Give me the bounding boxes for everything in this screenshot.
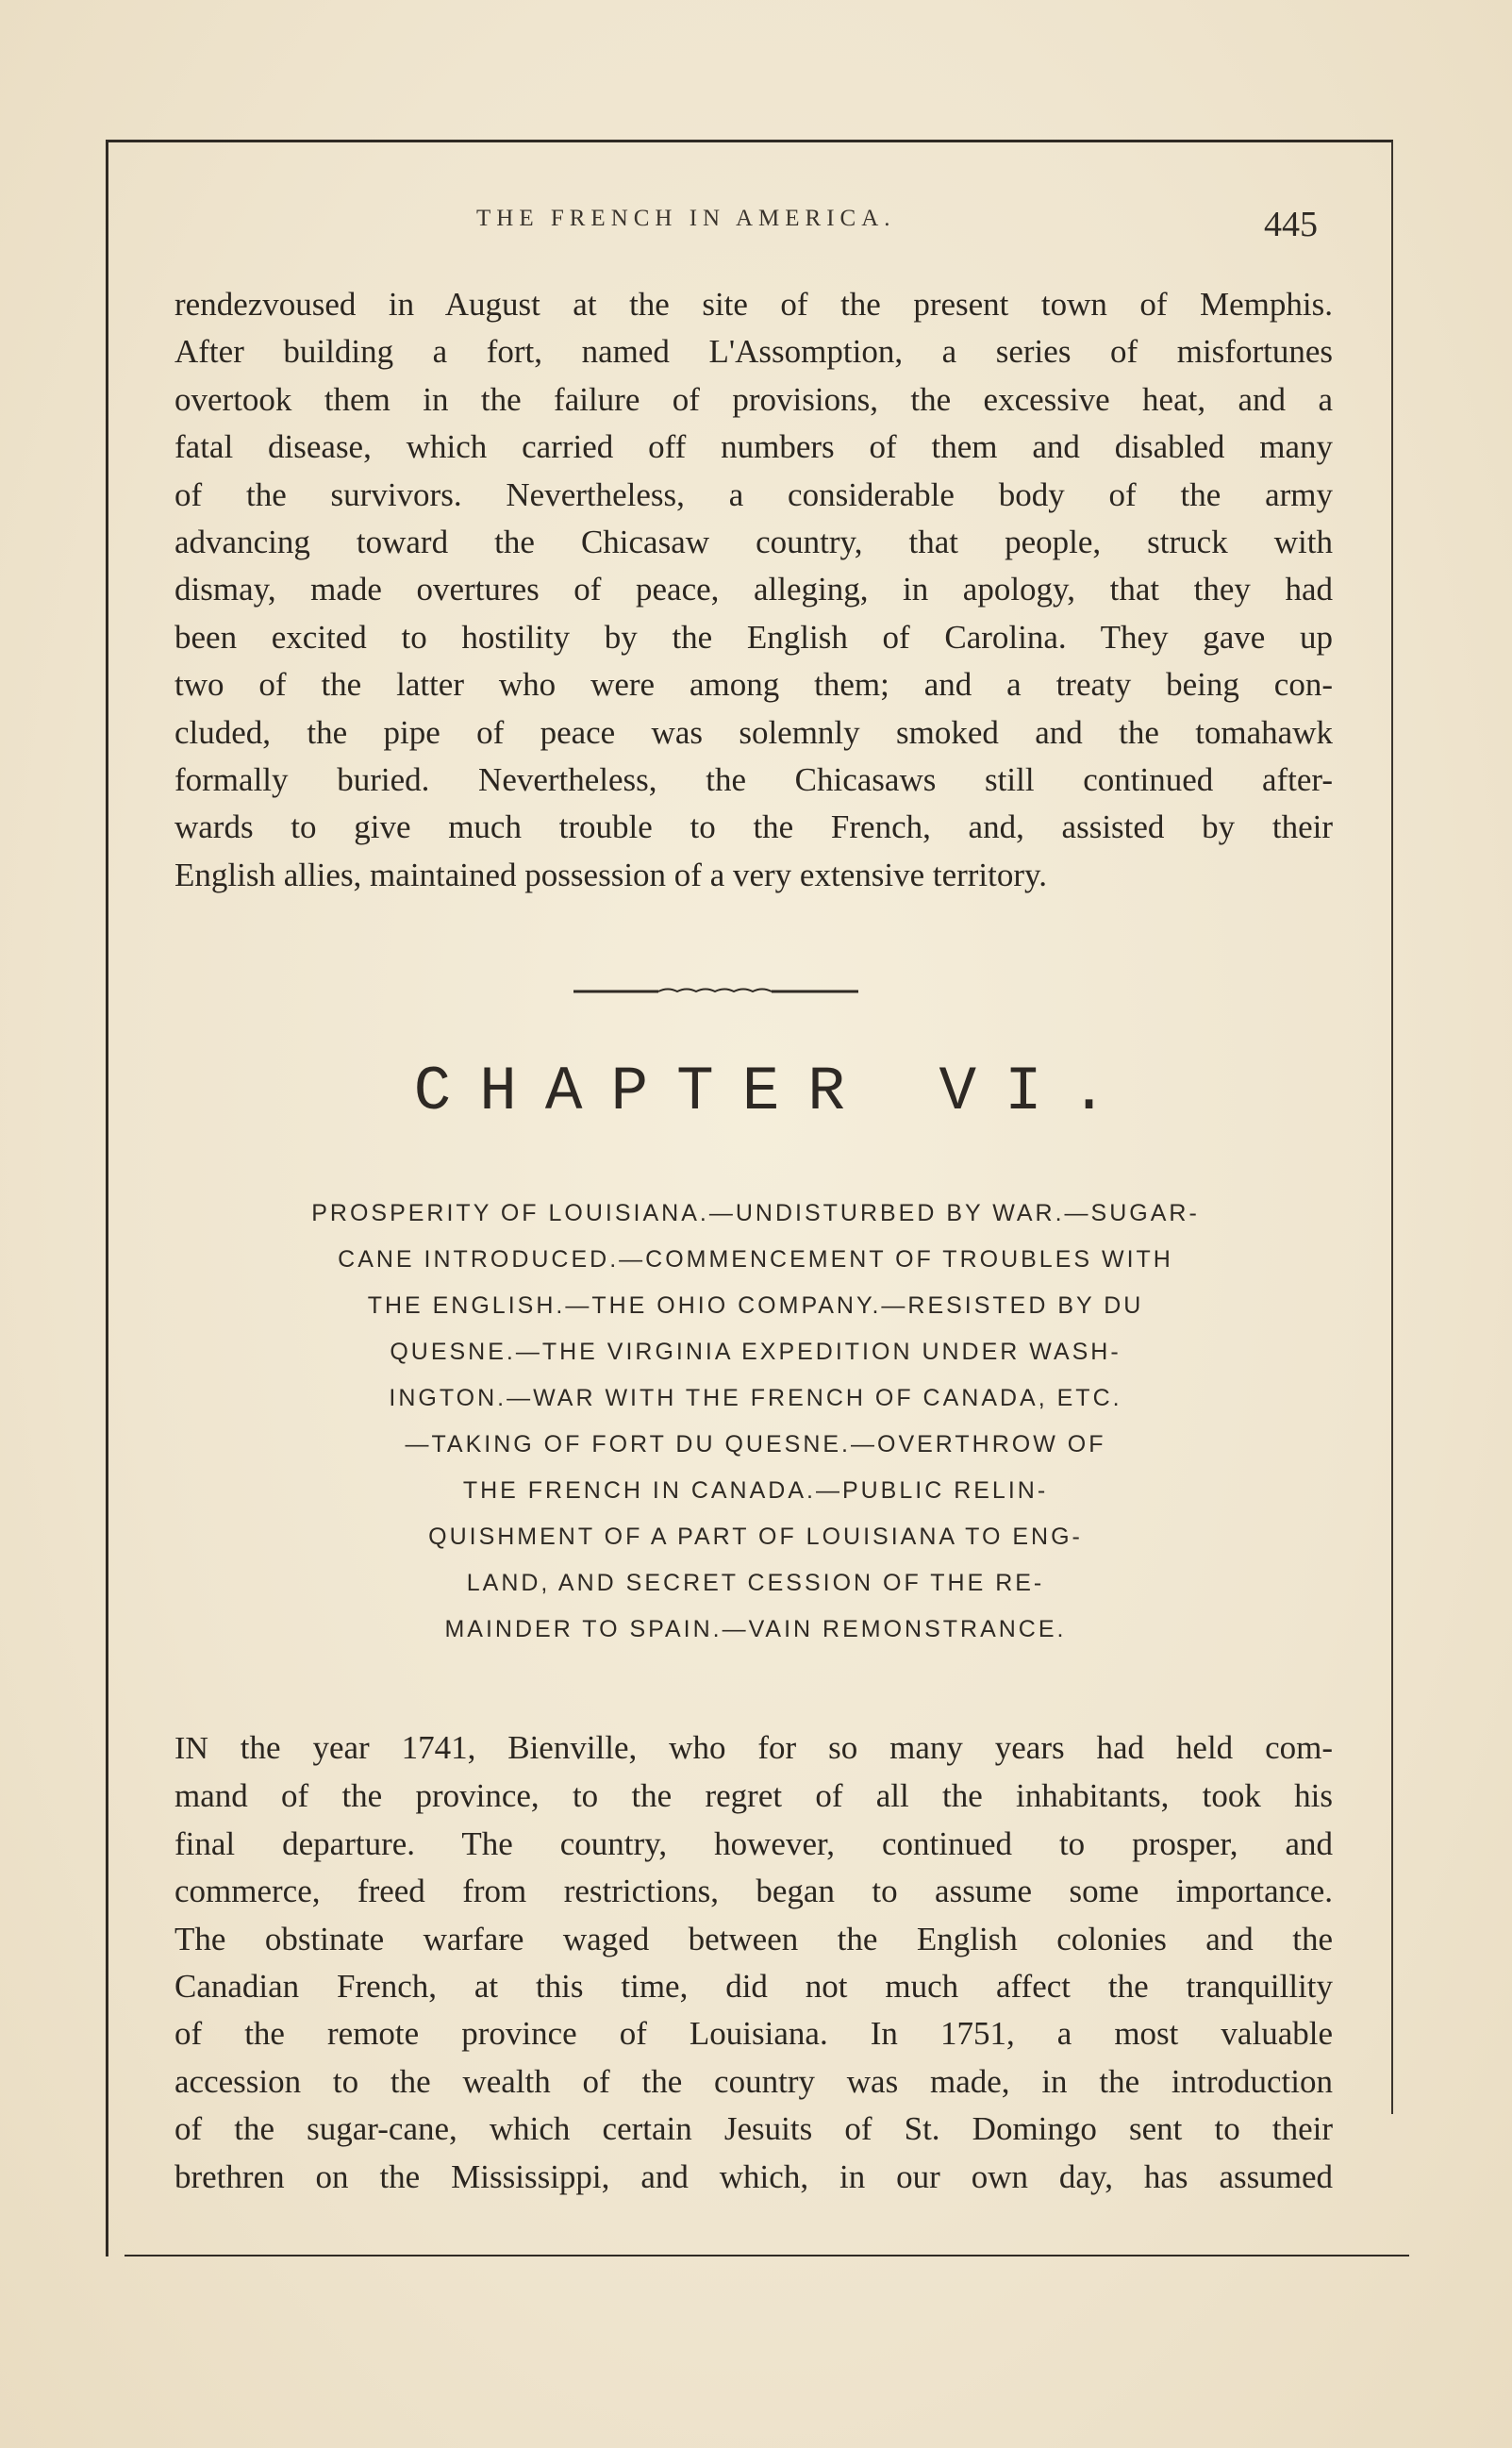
paragraph-2-line: accession to the wealth of the country was made, in the introduction	[174, 2062, 1333, 2100]
page-frame-bottom-rule	[125, 2255, 1409, 2256]
paragraph-2	[174, 1724, 1333, 2201]
running-head-title: THE FRENCH IN AMERICA.	[476, 206, 896, 231]
chapter-title: CHAPTER VI.	[413, 1057, 1137, 1127]
paragraph-1-line: rendezvoused in August at the site of the present town of Memphis.	[174, 286, 1333, 323]
paragraph-2-line: mand of the province, to the regret of all the inhabitants, took his	[174, 1777, 1333, 1815]
paragraph-2-line: of the sugar-cane, which certain Jesuits of St. Domingo sent to their	[174, 2110, 1333, 2148]
synopsis-line: INGTON.—WAR WITH THE FRENCH OF CANADA, ETC.	[389, 1385, 1122, 1411]
synopsis-line: PROSPERITY OF LOUISIANA.—UNDISTURBED BY WAR.—SUGAR-	[311, 1200, 1200, 1226]
synopsis-line: MAINDER TO SPAIN.—VAIN REMONSTRANCE.	[444, 1616, 1067, 1642]
paragraph-2-first-line-text: the year 1741, Bienville, who for so many years had held com-	[208, 1729, 1333, 1766]
paragraph-1-line: dismay, made overtures of peace, alleging, in apology, that they had	[174, 571, 1333, 608]
synopsis-line: THE ENGLISH.—THE OHIO COMPANY.—RESISTED BY DU	[367, 1292, 1144, 1319]
paragraph-2-first-line	[174, 1724, 1333, 1773]
chapter-synopsis	[179, 1191, 1332, 1653]
synopsis-line: CANE INTRODUCED.—COMMENCEMENT OF TROUBLES WITH	[338, 1246, 1173, 1273]
page-frame-left-edge	[106, 2109, 108, 2256]
paragraph-2-line: The obstinate warfare waged between the English colonies and the	[174, 1920, 1333, 1957]
paragraph-1-line: overtook them in the failure of provisions, the excessive heat, and a	[174, 380, 1333, 418]
paragraph-1-line: formally buried. Nevertheless, the Chicasaws still continued after-	[174, 761, 1333, 799]
paragraph-1-line: cluded, the pipe of peace was solemnly smoked and the tomahawk	[174, 713, 1333, 751]
paragraph-2-line: commerce, freed from restrictions, began to assume some importance.	[174, 1873, 1333, 1910]
paragraph-2-line: of the remote province of Louisiana. In 1751, a most valuable	[174, 2015, 1333, 2053]
synopsis-line: QUESNE.—THE VIRGINIA EXPEDITION UNDER WASH-	[390, 1339, 1122, 1365]
synopsis-line: —TAKING OF FORT DU QUESNE.—OVERTHROW OF	[405, 1431, 1106, 1457]
paragraph-1-line: been excited to hostility by the English of Carolina. They gave up	[174, 618, 1333, 656]
paragraph-1-line: of the survivors. Nevertheless, a considerable body of the army	[174, 475, 1333, 513]
paragraph-1-line: advancing toward the Chicasaw country, that people, struck with	[174, 524, 1333, 561]
synopsis-line: LAND, AND SECRET CESSION OF THE RE-	[466, 1570, 1045, 1596]
paragraph-1-line: After building a fort, named L'Assomption, a series of misfortunes	[174, 333, 1333, 371]
synopsis-line: THE FRENCH IN CANADA.—PUBLIC RELIN-	[462, 1477, 1049, 1504]
paragraph-2-drop-word: IN	[174, 1731, 208, 1766]
chapter-ornament-rule	[573, 985, 858, 998]
paragraph-2-line: brethren on the Mississippi, and which, in our own day, has assumed	[174, 2157, 1333, 2195]
synopsis-line: QUISHMENT OF A PART OF LOUISIANA TO ENG-	[428, 1524, 1083, 1550]
paragraph-1-line: two of the latter who were among them; and a treaty being con-	[174, 666, 1333, 704]
paragraph-2-line: Canadian French, at this time, did not much affect the tranquillity	[174, 1968, 1333, 2006]
paragraph-2-line: final departure. The country, however, continued to prosper, and	[174, 1824, 1333, 1862]
paragraph-1	[174, 281, 1333, 899]
paragraph-1-line: English allies, maintained possession of a very extensive territory.	[174, 856, 1048, 893]
paragraph-1-line: wards to give much trouble to the French, and, assisted by their	[174, 808, 1333, 846]
page-number: 445	[1264, 205, 1318, 244]
paragraph-1-line: fatal disease, which carried off numbers of them and disabled many	[174, 428, 1333, 466]
